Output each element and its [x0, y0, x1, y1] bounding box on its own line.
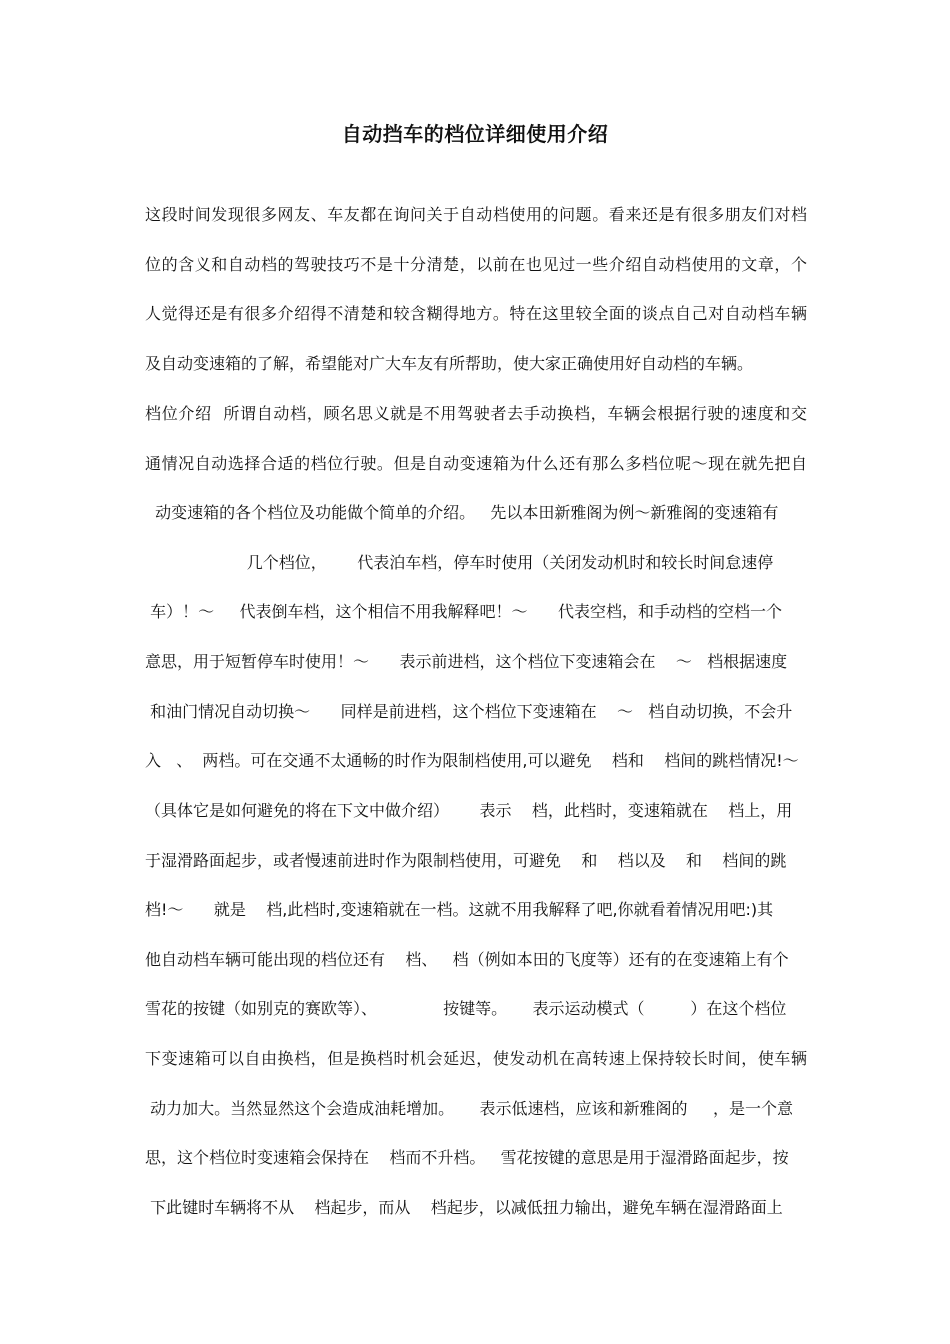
- text-line: 位的含义和自动档的驾驶技巧不是十分清楚，以前在也见过一些介绍自动档使用的文章，个: [145, 255, 807, 274]
- text-line: 车）！～ 代表倒车档，这个相信不用我解释吧！～ 代表空档，和手动档的空档一个: [145, 602, 783, 621]
- text-line: （具体它是如何避免的将在下文中做介绍） 表示 档，此档时，变速箱就在 档上，用: [145, 801, 793, 820]
- text-line: 档!～ 就是 档,此档时,变速箱就在一档。这就不用我解释了吧,你就看着情况用吧:)其: [145, 900, 774, 919]
- text-line: 这段时间发现很多网友、车友都在询问关于自动档使用的问题。看来还是有很多朋友们对档: [145, 205, 807, 224]
- text-line: 几个档位， 代表泊车档，停车时使用（关闭发动机时和较长时间怠速停: [145, 553, 774, 572]
- text-line: 他自动档车辆可能出现的档位还有 档、 档（例如本田的飞度等）还有的在变速箱上有个: [145, 950, 789, 969]
- text-line: 及自动变速箱的了解，希望能对广大车友有所帮助，使大家正确使用好自动档的车辆。: [145, 354, 754, 373]
- text-line: 和油门情况自动切换～ 同样是前进档，这个档位下变速箱在 ～ 档自动切换，不会升: [145, 702, 793, 721]
- text-line: 通情况自动选择合适的档位行驶。但是自动变速箱为什么还有那么多档位呢～现在就先把自: [145, 454, 807, 473]
- text-line: 入 、 两档。可在交通不太通畅的时作为限制档使用,可以避免 档和 档间的跳档情况!～: [145, 751, 799, 770]
- text-line: 下变速箱可以自由换档，但是换档时机会延迟，使发动机在高转速上保持较长时间，使车辆: [145, 1049, 807, 1068]
- text-line: 思，这个档位时变速箱会保持在 档而不升档。 雪花按键的意思是用于湿滑路面起步，按: [145, 1148, 789, 1167]
- text-line: 意思，用于短暂停车时使用！～ 表示前进档，这个档位下变速箱会在 ～ 档根据速度: [145, 652, 788, 671]
- document-title: 自动挡车的档位详细使用介绍: [341, 122, 609, 146]
- text-line: 动力加大。当然显然这个会造成油耗增加。 表示低速档，应该和新雅阁的 ，是一个意: [145, 1099, 793, 1118]
- text-line: 雪花的按键（如别克的赛欧等）、 按键等。 表示运动模式（ ）在这个档位: [145, 999, 787, 1018]
- text-line: 于湿滑路面起步，或者慢速前进时作为限制档使用，可避免 和 档以及 和 档间的跳: [145, 851, 787, 870]
- text-line: 档位介绍 所谓自动档，顾名思义就是不用驾驶者去手动换档，车辆会根据行驶的速度和交: [145, 404, 807, 423]
- text-line: 动变速箱的各个档位及功能做个简单的介绍。 先以本田新雅阁为例～新雅阁的变速箱有: [145, 503, 779, 522]
- text-line: 人觉得还是有很多介绍得不清楚和较含糊得地方。特在这里较全面的谈点自己对自动档车辆: [145, 304, 807, 323]
- text-line: 下此键时车辆将不从 档起步，而从 档起步，以减低扭力输出，避免车辆在湿滑路面上: [145, 1198, 783, 1217]
